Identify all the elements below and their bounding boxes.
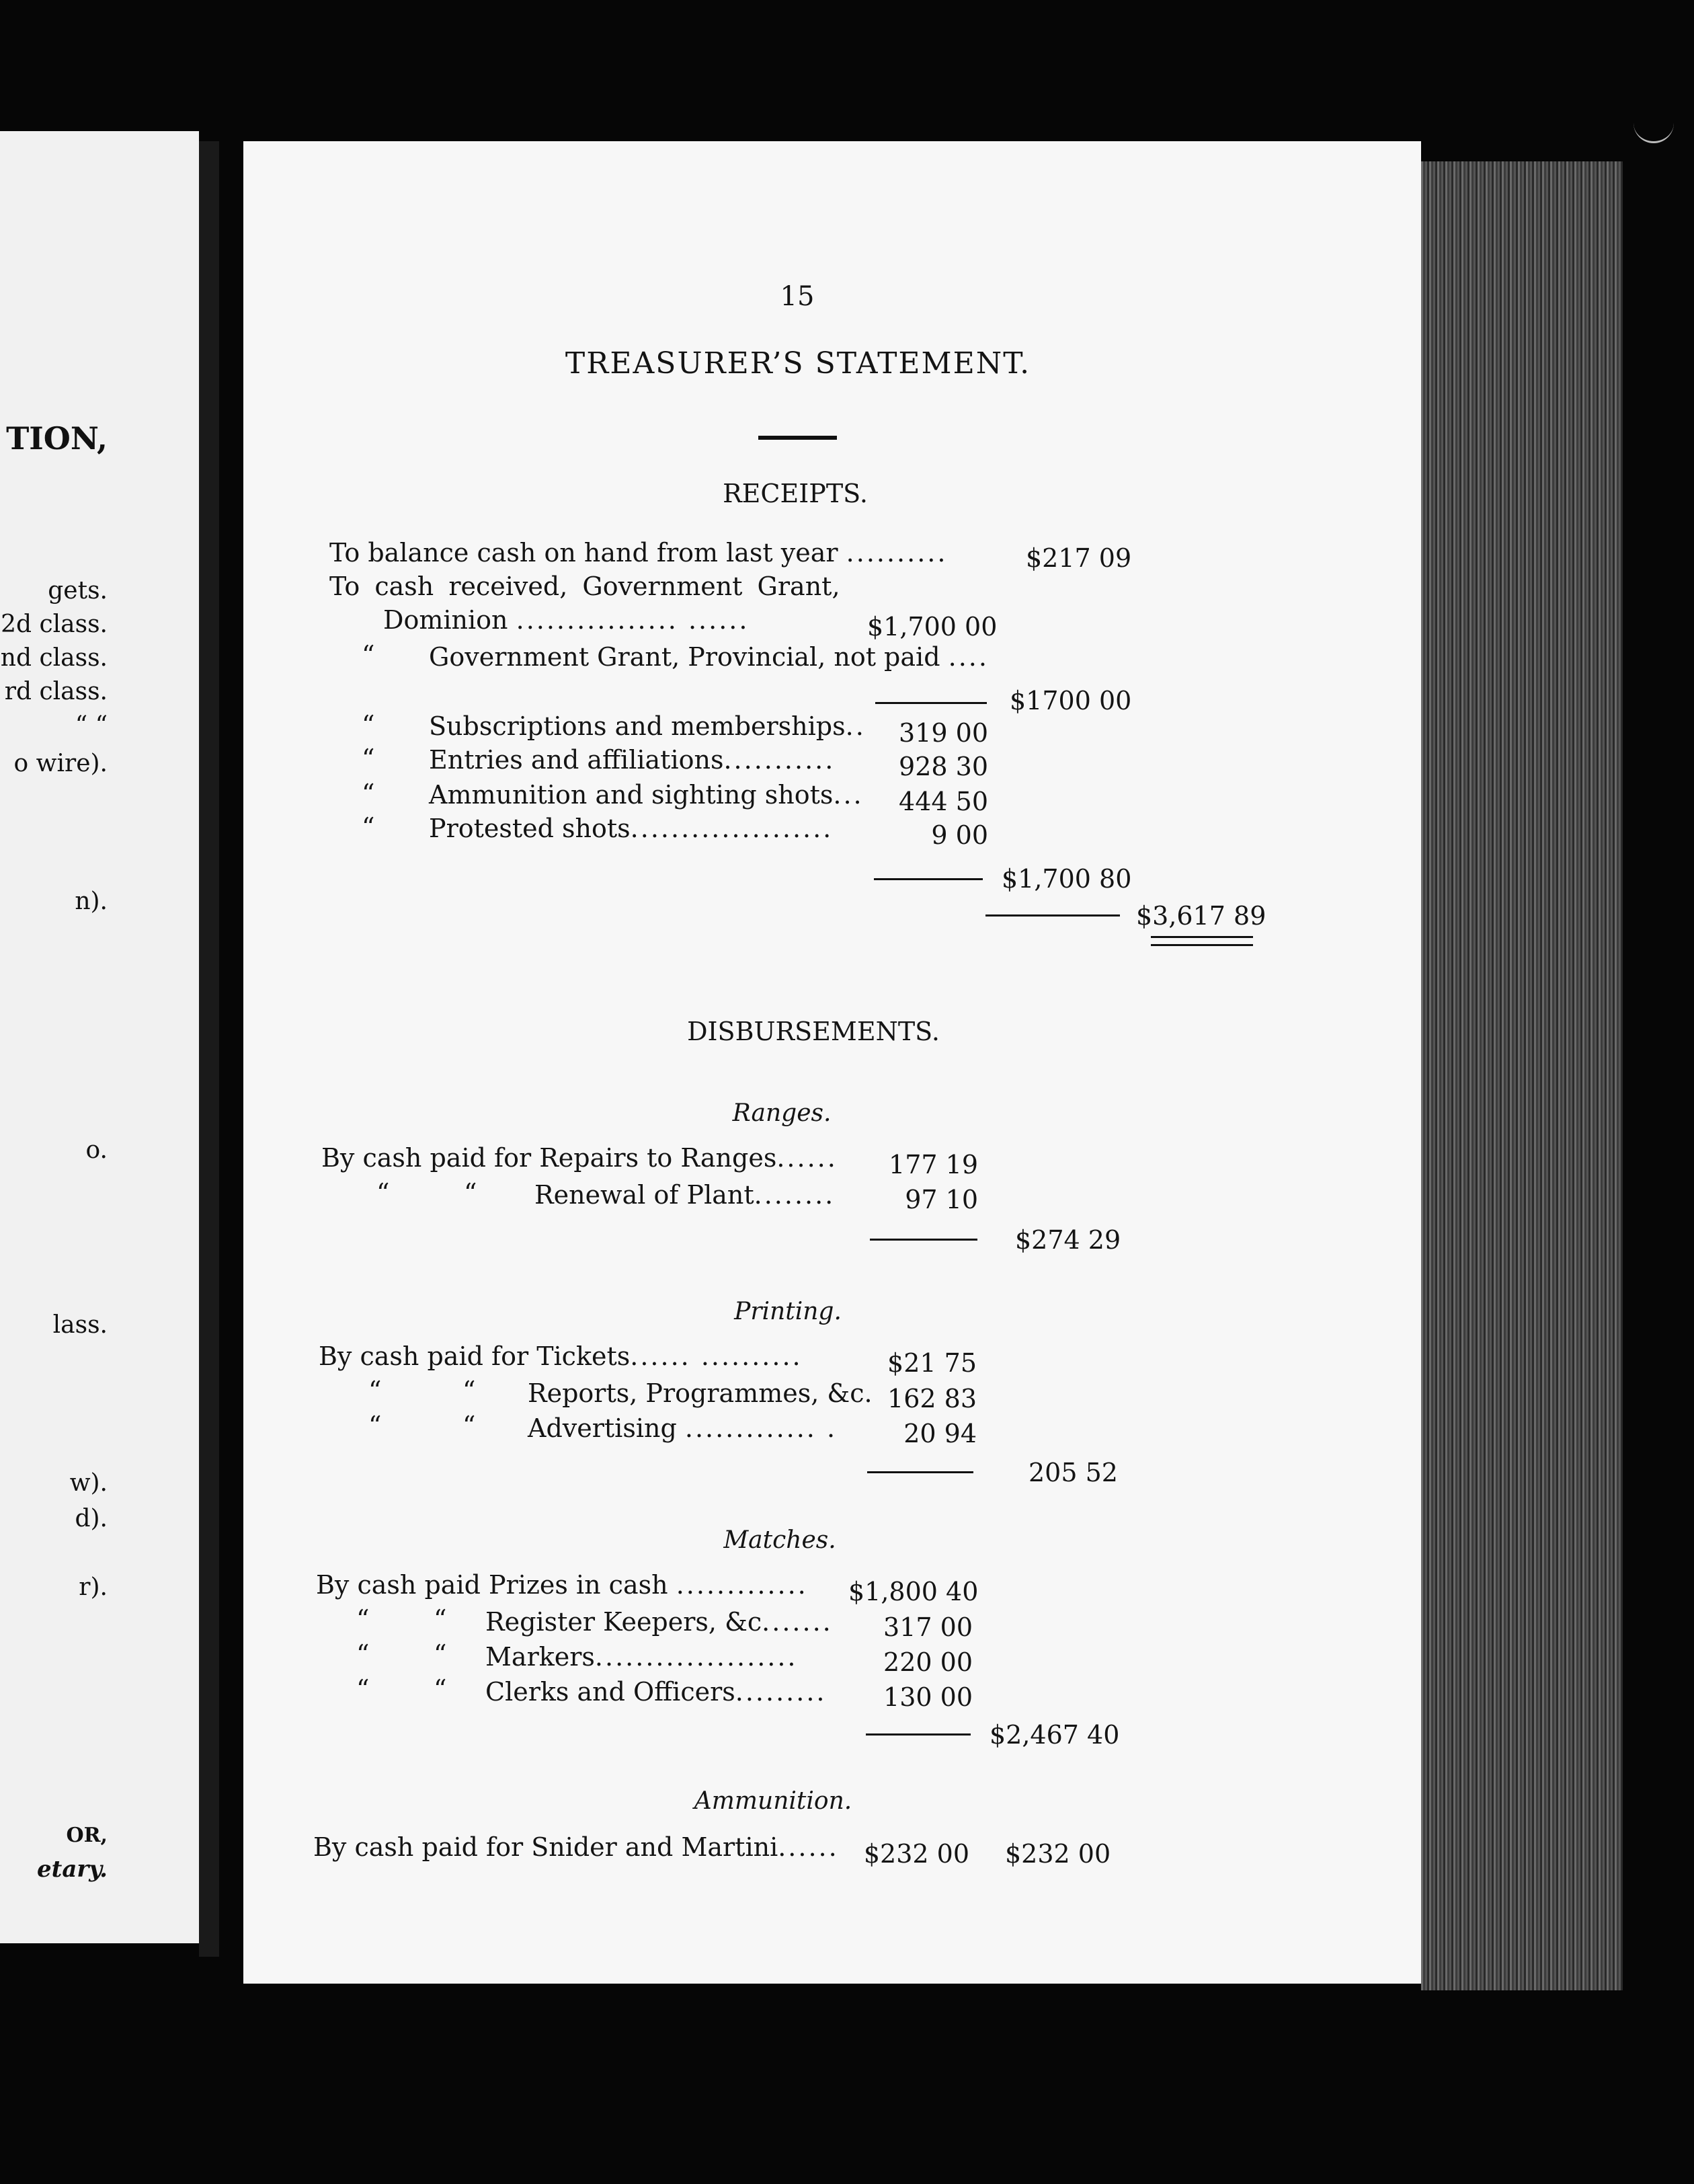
- disbursement-label: Clerks and Officers: [485, 1677, 735, 1707]
- disbursement-line: [534, 1180, 835, 1210]
- receipt-line: [329, 538, 947, 568]
- left-fragment: o wire).: [13, 750, 108, 777]
- disbursement-amount: 220 00: [883, 1647, 973, 1677]
- book-gutter: [199, 141, 219, 1957]
- ditto-mark: “: [434, 1639, 447, 1669]
- receipts-heading: RECEIPTS.: [723, 479, 868, 508]
- receipt-label: To cash received, Government Grant,: [329, 572, 840, 601]
- leader-dots: ....: [948, 642, 989, 672]
- left-fragment: w).: [69, 1469, 108, 1497]
- disbursement-amount: 97 10: [905, 1185, 978, 1214]
- section-heading: Ammunition.: [694, 1787, 852, 1815]
- receipt-line: [429, 711, 866, 741]
- disbursement-amount: $232 00: [863, 1839, 969, 1869]
- ditto-mark: “: [376, 1178, 390, 1208]
- book-page-edges: [1421, 161, 1623, 1990]
- disbursement-label: Renewal of Plant: [534, 1180, 754, 1210]
- receipt-label: Entries and affiliations: [429, 745, 724, 775]
- receipt-line: [429, 745, 835, 775]
- page-title: TREASURER’S STATEMENT.: [565, 346, 1031, 381]
- subtotal-rule: [875, 702, 987, 704]
- left-fragment: “ “: [75, 711, 108, 739]
- leader-dots: ............. .: [684, 1413, 838, 1443]
- receipt-line: [429, 780, 864, 810]
- ditto-mark: “: [362, 812, 375, 842]
- section-heading: Printing.: [734, 1298, 842, 1325]
- left-fragment: d).: [75, 1505, 108, 1532]
- subtotal-rule: [874, 878, 983, 880]
- receipt-label: Dominion: [383, 605, 508, 635]
- left-fragment: o.: [85, 1136, 108, 1164]
- section-total: 205 52: [1028, 1458, 1118, 1487]
- left-fragment: TION,: [6, 420, 108, 457]
- disbursement-line: [321, 1143, 838, 1173]
- left-fragment: nd class.: [0, 644, 108, 672]
- leader-dots: ....................: [594, 1642, 798, 1672]
- disbursement-amount: 317 00: [883, 1612, 973, 1642]
- ditto-mark: “: [362, 640, 375, 670]
- left-fragment: rd class.: [4, 678, 108, 705]
- leader-dots: .........: [735, 1677, 827, 1707]
- corner-mark: [1634, 114, 1674, 143]
- leader-dots: ................ ......: [516, 605, 750, 635]
- left-fragment: OR,: [66, 1824, 108, 1847]
- ditto-mark: “: [434, 1604, 447, 1634]
- main-page: [243, 141, 1421, 1984]
- ditto-mark: “: [356, 1639, 370, 1669]
- leader-dots: ..: [845, 711, 866, 741]
- receipt-label: To balance cash on hand from last year: [329, 538, 838, 568]
- facing-page: [0, 131, 199, 1943]
- disbursement-amount: 20 94: [903, 1419, 977, 1448]
- receipt-label: Government Grant, Provincial, not paid: [429, 642, 940, 672]
- page-number: 15: [780, 281, 815, 312]
- receipt-label: Protested shots: [429, 814, 631, 843]
- leader-dots: ........: [754, 1180, 836, 1210]
- leader-dots: ......: [776, 1143, 838, 1173]
- grand-total: $3,617 89: [1136, 901, 1266, 931]
- disbursement-label: Markers: [485, 1642, 595, 1672]
- disbursement-line: [316, 1570, 808, 1600]
- receipt-line: [429, 814, 833, 843]
- receipt-label: Ammunition and sighting shots: [429, 780, 834, 810]
- double-rule-bottom: [1151, 944, 1253, 946]
- receipt-amount: 9 00: [931, 820, 988, 850]
- disbursement-label: By cash paid Prizes in cash: [316, 1570, 668, 1600]
- left-fragment: lass.: [52, 1311, 108, 1339]
- disbursement-amount: 130 00: [883, 1682, 973, 1712]
- section-total: $2,467 40: [990, 1720, 1120, 1750]
- section-total: $232 00: [1005, 1839, 1111, 1869]
- receipt-label: Subscriptions and memberships: [429, 711, 846, 741]
- ditto-mark: “: [356, 1674, 370, 1704]
- left-fragment: n).: [75, 888, 108, 915]
- receipt-line: [429, 642, 989, 672]
- disbursement-label: Register Keepers, &c: [485, 1607, 762, 1637]
- leader-dots: .......: [762, 1607, 833, 1637]
- ditto-mark: “: [362, 744, 375, 773]
- ditto-mark: “: [368, 1376, 382, 1405]
- subtotal-rule: [866, 1733, 971, 1736]
- subtotal-rule: [870, 1239, 977, 1241]
- ditto-mark: “: [362, 710, 375, 740]
- receipt-amount: $1,700 00: [867, 612, 998, 641]
- receipt-total: $217 09: [1026, 543, 1132, 573]
- disbursement-line: [313, 1832, 839, 1862]
- disbursement-label: Reports, Programmes, &c.: [528, 1378, 873, 1408]
- left-fragment: etary.: [37, 1856, 108, 1883]
- leader-dots: ..........: [846, 538, 948, 568]
- disbursement-line: [528, 1413, 837, 1443]
- disbursement-line: [485, 1607, 833, 1637]
- leader-dots: ...........: [723, 745, 836, 775]
- ditto-mark: “: [464, 1178, 477, 1208]
- ditto-mark: “: [356, 1604, 370, 1634]
- leader-dots: ......: [778, 1832, 839, 1862]
- disbursement-amount: 162 83: [887, 1384, 977, 1413]
- leader-dots: ...: [833, 780, 864, 810]
- ditto-mark: “: [362, 779, 375, 808]
- leader-dots: ...... ..........: [630, 1341, 803, 1371]
- receipt-total: $1,700 80: [1002, 864, 1132, 894]
- left-fragment: gets.: [48, 577, 108, 604]
- disbursements-heading: DISBURSEMENTS.: [687, 1017, 940, 1046]
- section-heading: Ranges.: [732, 1099, 832, 1127]
- leader-dots: ....................: [630, 814, 834, 843]
- disbursement-line: [319, 1341, 803, 1371]
- disbursement-amount: 177 19: [889, 1150, 978, 1179]
- receipt-amount: 444 50: [899, 787, 988, 816]
- ditto-mark: “: [368, 1411, 382, 1440]
- receipt-total: $1700 00: [1010, 686, 1132, 715]
- receipt-amount: 319 00: [899, 718, 988, 748]
- double-rule-top: [1151, 936, 1253, 938]
- section-heading: Matches.: [723, 1526, 836, 1554]
- disbursement-amount: $1,800 40: [848, 1577, 979, 1606]
- disbursement-amount: $21 75: [887, 1348, 977, 1378]
- disbursement-label: By cash paid for Repairs to Ranges: [321, 1143, 777, 1173]
- ditto-mark: “: [434, 1674, 447, 1704]
- left-fragment: 2d class.: [1, 611, 108, 638]
- title-rule: [758, 436, 837, 440]
- ditto-mark: “: [462, 1376, 476, 1405]
- ditto-mark: “: [462, 1411, 476, 1440]
- disbursement-label: By cash paid for Tickets: [319, 1341, 631, 1371]
- left-fragment: r).: [79, 1573, 108, 1601]
- disbursement-line: [485, 1677, 826, 1707]
- leader-dots: .............: [676, 1570, 808, 1600]
- section-total: $274 29: [1015, 1225, 1121, 1255]
- total-rule: [985, 914, 1120, 916]
- disbursement-label: Advertising: [528, 1413, 677, 1443]
- disbursement-line: [485, 1642, 798, 1672]
- subtotal-rule: [867, 1471, 973, 1473]
- receipt-amount: 928 30: [899, 752, 988, 781]
- disbursement-label: By cash paid for Snider and Martini: [313, 1832, 778, 1862]
- receipt-line: [383, 605, 749, 635]
